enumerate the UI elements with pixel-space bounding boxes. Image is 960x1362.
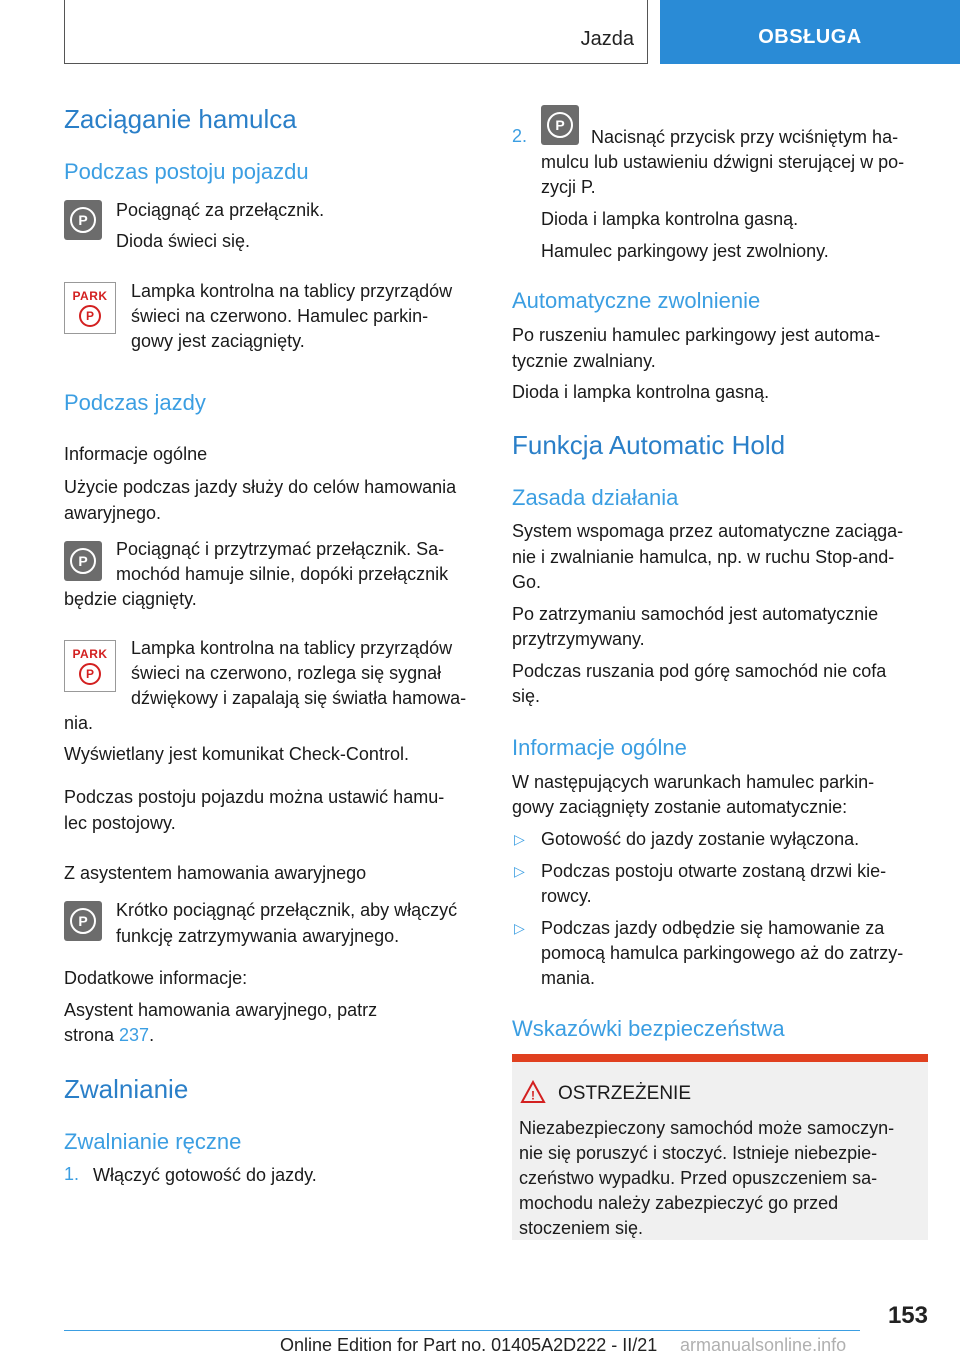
text-line: Niezabezpieczony samochód może samoczyn-: [519, 1118, 895, 1138]
page-number: 153: [887, 1302, 928, 1329]
subheading-info: Informacje ogólne: [64, 444, 208, 464]
text-line: świeci na czerwono, rozlega się sygnał: [131, 663, 442, 683]
parking-brake-switch-icon: P: [64, 200, 102, 240]
text-line: funkcję zatrzymywania awaryjnego.: [116, 926, 400, 946]
list-item: Podczas postoju otwarte zostaną drzwi kie-: [541, 861, 887, 881]
text-line: Lampka kontrolna na tablicy przyrządów: [131, 281, 453, 301]
text-line: mochodu należy zabezpieczyć go przed: [519, 1193, 839, 1213]
text-line: Dioda i lampka kontrolna gasną.: [512, 382, 770, 402]
chapter-title: Jazda: [580, 28, 634, 50]
text-line: strona 237.: [64, 1025, 155, 1045]
heading-zaciaganie: Zaciąganie hamulca: [64, 104, 297, 134]
text-line: awaryjnego.: [64, 503, 162, 523]
list-item: mania.: [541, 968, 596, 988]
text-line: Podczas postoju pojazdu można ustawić hamu-: [64, 787, 445, 807]
text-line: Włączyć gotowość do jazdy.: [93, 1165, 317, 1185]
parking-brake-switch-icon: P: [541, 105, 579, 145]
heading-auto: Automatyczne zwolnienie: [512, 288, 761, 313]
text-line: Po ruszeniu hamulec parkingowy jest automa-: [512, 325, 881, 345]
text-line: czeństwo wypadku. Przed opuszczeniem sa-: [519, 1168, 878, 1188]
bullet-icon: ▷: [514, 863, 525, 879]
heading-hold: Funkcja Automatic Hold: [512, 430, 786, 460]
text-line: Nacisnąć przycisk przy wciśniętym ha-: [591, 127, 899, 147]
text-line: Po zatrzymaniu samochód jest automatycznie: [512, 604, 879, 624]
park-warning-lamp-icon: PARK P: [64, 640, 116, 692]
text-line: tycznie zwalniany.: [512, 351, 656, 371]
text-line: świeci na czerwono. Hamulec parkin-: [131, 306, 429, 326]
step-number: 2.: [512, 126, 528, 146]
svg-text:!: !: [531, 1088, 535, 1103]
list-item: rowcy.: [541, 886, 592, 906]
text-line: Go.: [512, 572, 542, 592]
bullet-icon: ▷: [514, 920, 525, 936]
text-line: dźwiękowy i zapalają się światła hamowa-: [131, 688, 467, 708]
text-line: przytrzymywany.: [512, 629, 645, 649]
heading-wskazowki: Wskazówki bezpieczeństwa: [512, 1016, 785, 1041]
park-warning-lamp-icon: PARK P: [64, 282, 116, 334]
text-line: gowy jest zaciągnięty.: [131, 331, 305, 351]
text-line: stoczeniem się.: [519, 1218, 644, 1238]
text-line: mochód hamuje silnie, dopóki przełącznik: [116, 564, 449, 584]
text-line: Dodatkowe informacje:: [64, 968, 248, 988]
text-line: Pociągnąć za przełącznik.: [116, 200, 325, 220]
text-line: Asystent hamowania awaryjnego, patrz: [64, 1000, 378, 1020]
page-link-237[interactable]: 237: [119, 1025, 150, 1045]
text-line: Dioda świeci się.: [116, 231, 251, 251]
text-line: Podczas ruszania pod górę samochód nie cofa: [512, 661, 887, 681]
warning-triangle-icon: [520, 1080, 546, 1104]
heading-zwalnianie: Zwalnianie: [64, 1074, 189, 1104]
text-line: Użycie podczas jazdy służy do celów hamowania: [64, 477, 457, 497]
text-line: nie i zwalnianie hamulca, np. w ruchu Stop-and-: [512, 547, 895, 567]
header-frame: [64, 0, 648, 64]
text-line: W następujących warunkach hamulec parkin-: [512, 772, 875, 792]
list-item: pomocą hamulca parkingowego aż do zatrzy-: [541, 943, 904, 963]
text-line: Krótko pociągnąć przełącznik, aby włączyć: [116, 900, 458, 920]
text-line: gowy zaciągnięty zostanie automatycznie:: [512, 797, 848, 817]
text-line: Hamulec parkingowy jest zwolniony.: [541, 241, 829, 261]
heading-jazda: Podczas jazdy: [64, 390, 206, 415]
warning-bar: [512, 1054, 928, 1062]
list-item: Podczas jazdy odbędzie się hamowanie za: [541, 918, 885, 938]
text-line: mulcu lub ustawieniu dźwigni sterującej w po-: [541, 152, 905, 172]
text-line: się.: [512, 686, 541, 706]
text-line: nia.: [64, 713, 94, 733]
subheading-asystent: Z asystentem hamowania awaryjnego: [64, 863, 367, 883]
list-item: Gotowość do jazdy zostanie wyłączona.: [541, 829, 860, 849]
text-line: nie się poruszyć i stoczyć. Istnieje niebezpie-: [519, 1143, 878, 1163]
text-line: System wspomaga przez automatyczne zaciąga-: [512, 521, 904, 541]
step-number: 1.: [64, 1164, 80, 1184]
text-line: zycji P.: [541, 177, 596, 197]
footer-divider: [64, 1330, 860, 1331]
section-tab[interactable]: OBSŁUGA: [660, 0, 960, 64]
text-line: Pociągnąć i przytrzymać przełącznik. Sa-: [116, 539, 445, 559]
warning-title: OSTRZEŻENIE: [558, 1083, 692, 1104]
heading-info-hold: Informacje ogólne: [512, 735, 687, 760]
footer-edition: Online Edition for Part no. 01405A2D222 - II/21: [280, 1335, 658, 1355]
text-line: Lampka kontrolna na tablicy przyrządów: [131, 638, 453, 658]
text-line: lec postojowy.: [64, 813, 176, 833]
text-line: Wyświetlany jest komunikat Check-Control.: [64, 744, 409, 764]
text-line: Dioda i lampka kontrolna gasną.: [541, 209, 799, 229]
footer-watermark: armanualsonline.info: [680, 1335, 847, 1355]
bullet-icon: ▷: [514, 831, 525, 847]
parking-brake-switch-icon: P: [64, 901, 102, 941]
parking-brake-switch-icon: P: [64, 541, 102, 581]
heading-reczne: Zwalnianie ręczne: [64, 1129, 242, 1154]
text-line: będzie ciągnięty.: [64, 589, 197, 609]
heading-zasada: Zasada działania: [512, 485, 679, 510]
heading-postoj: Podczas postoju pojazdu: [64, 159, 309, 184]
